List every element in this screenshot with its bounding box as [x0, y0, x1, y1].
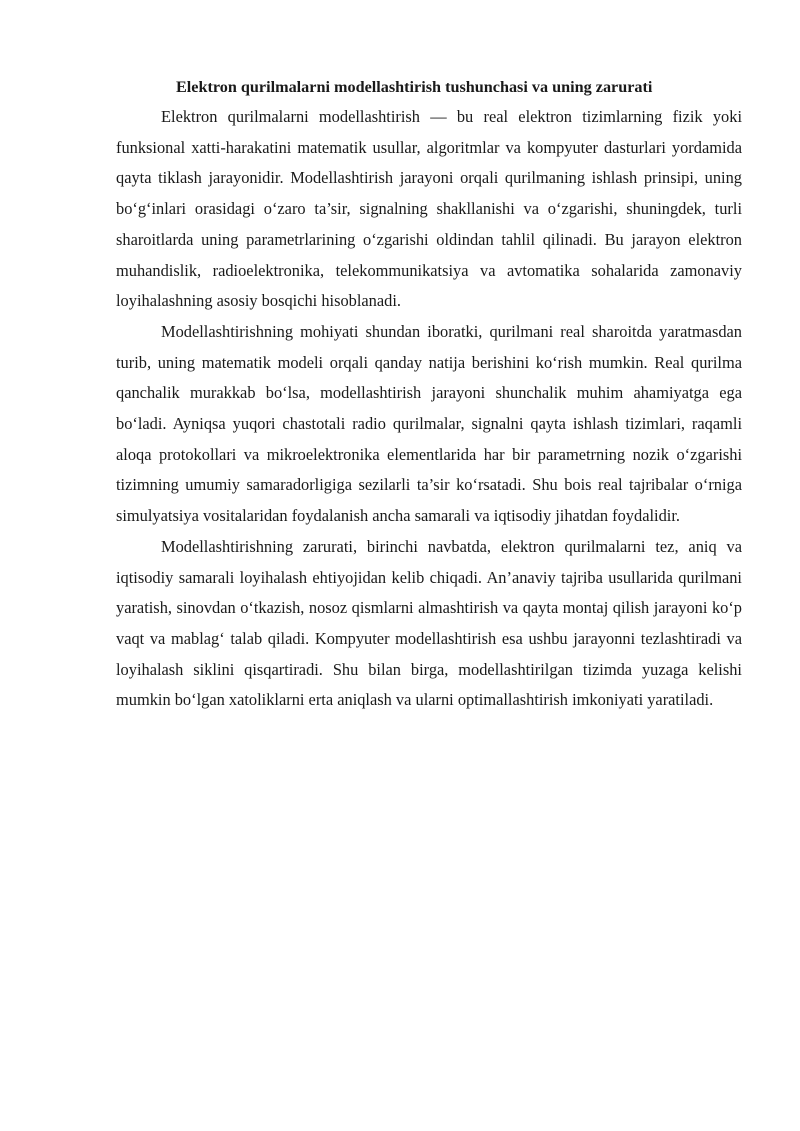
paragraph-2: Modellashtirishning mohiyati shundan iboratki, qurilmani real sharoitda yaratmasdan turib, uning matematik modeli orqali qanday natija berishini ko‘rish mumkin. Real qurilma qanchalik murakkab bo‘lsa, modellashtirish jarayoni shunchalik muhim ahamiyatga ega bo‘ladi. Ayniqsa yuqori chastotali radio qurilmalar, signalni qayta ishlash tizimlari, raqamli aloqa protokollari va mikroelektronika elementlarida har bir parametrning nozik o‘zgarishi tizimning umumiy samaradorligiga sezilarli ta’sir ko‘rsatadi. Shu bois real tajribalar o‘rniga simulyatsiya vositalaridan foydalanish ancha samarali va iqtisodiy jihatdan foydalidir. [116, 321, 742, 526]
paragraph-1: Elektron qurilmalarni modellashtirish — bu real elektron tizimlarning fizik yoki funksional xatti-harakatini matematik usullar, algoritmlar va kompyuter dasturlari yordamida qayta tiklash jarayonidir. Modellashtirish jarayoni orqali qurilmaning ishlash prinsipi, uning bo‘g‘inlari orasidagi o‘zaro ta’sir, signalning shakllanishi va o‘zgarishi, shuningdek, turli sharoitlarda uning parametrlarining o‘zgarishi oldindan tahlil qilinadi. Bu jarayon elektron muhandislik, radioelektronika, telekommunikatsiya va avtomatika sohalarida zamonaviy loyihalashning asosiy bosqichi hisoblanadi. [116, 107, 742, 311]
document-body [116, 72, 742, 716]
document-title: Elektron qurilmalarni modellashtirish tushunchasi va uning zarurati [176, 78, 653, 96]
paragraph-3: Modellashtirishning zarurati, birinchi navbatda, elektron qurilmalarni tez, aniq va iqtisodiy samarali loyihalash ehtiyojidan kelib chiqadi. An’anaviy tajriba usullarida qurilmani yaratish, sinovdan o‘tkazish, nosoz qismlarni almashtirish va qayta montaj qilish jarayoni ko‘p vaqt va mablag‘ talab qiladi. Kompyuter modellashtirish esa ushbu jarayonni tezlashtiradi va loyihalash siklini qisqartiradi. Shu bilan birga, modellashtirilgan tizimda yuzaga kelishi mumkin bo‘lgan xatoliklarni erta aniqlash va ularni optimallashtirish imkoniyati yaratiladi. [116, 536, 742, 710]
